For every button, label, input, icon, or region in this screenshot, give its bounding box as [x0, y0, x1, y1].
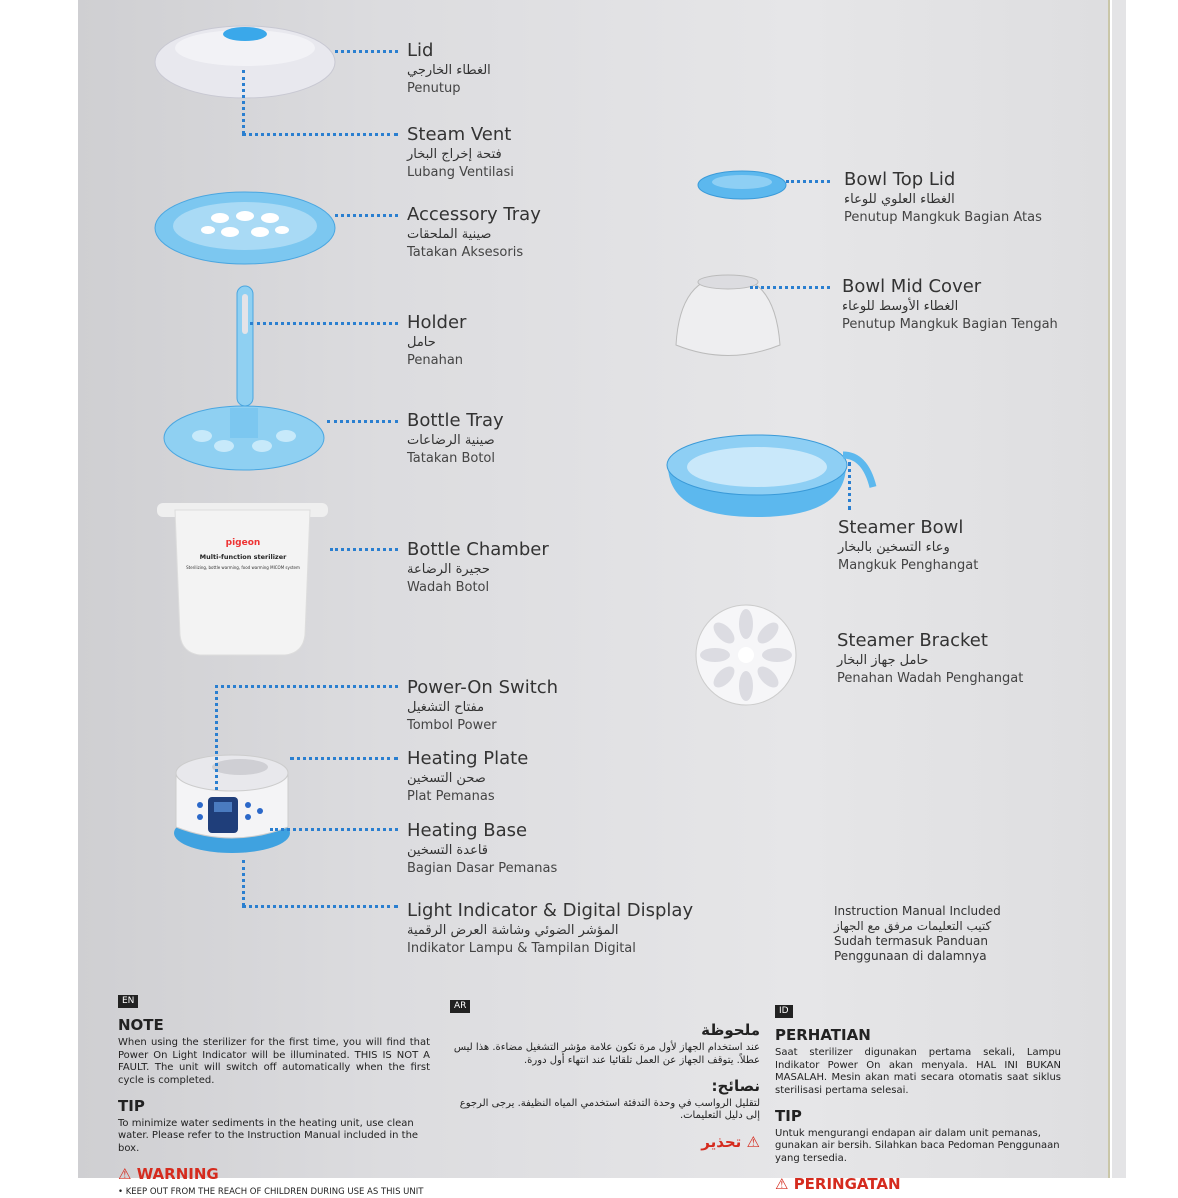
bowl-top-lid-image [696, 168, 788, 202]
heating-base-connector [270, 828, 398, 831]
label-id: Penutup Mangkuk Bagian Tengah [842, 317, 1058, 332]
tip-text: لتقليل الرواسب في وحدة التدفئة استخدمي المياه النظيفة. يرجى الرجوع إلى دليل التعليمات. [459, 1097, 760, 1122]
bottle-chamber-connector [330, 548, 398, 551]
bottle-tray-connector [327, 420, 398, 423]
bottle-tray-image [162, 400, 327, 475]
note-title: NOTE [118, 1016, 164, 1035]
label-en: Bottle Chamber [407, 539, 549, 560]
label-ar: مفتاح التشغيل [407, 700, 485, 715]
note-text: Saat sterilizer digunakan pertama sekali, Lampu Indikator Power On akan menyala. HAL INI BUKAN MASALAH. Mesin akan mati secara otomatis saat siklus sterilisasi pertama selesai. [775, 1047, 1061, 1096]
holder-connector [250, 322, 398, 325]
accessory-tray-image [150, 188, 340, 268]
label-id: Lubang Ventilasi [407, 165, 514, 180]
tip-title: TIP [118, 1097, 145, 1115]
label-holder [407, 314, 466, 367]
label-en: Bowl Top Lid [844, 169, 956, 190]
label-ar: وعاء التسخين بالبخار [838, 540, 950, 555]
label-id: Penutup [407, 81, 461, 96]
lid-connector [335, 50, 398, 53]
note-title: PERHATIAN [775, 1026, 871, 1045]
label-en: Accessory Tray [407, 204, 541, 225]
accessory-tray-connector [335, 214, 398, 217]
label-en: Power-On Switch [407, 677, 559, 698]
section-id [775, 1005, 1061, 1194]
label-steam-vent [407, 126, 514, 179]
label-id: Bagian Dasar Pemanas [407, 861, 558, 876]
lang-tag: AR [450, 1000, 470, 1013]
label-id: Tatakan Botol [407, 451, 495, 466]
label-id: Penahan [407, 353, 464, 368]
warning-title: تحذير [701, 1132, 742, 1151]
label-id: Penutup Mangkuk Bagian Atas [844, 210, 1042, 225]
label-en: Steam Vent [407, 124, 512, 145]
lid-image [150, 22, 340, 102]
label-steamer-bowl [838, 519, 978, 572]
bowl-top-lid-connector [786, 180, 830, 183]
label-en: Holder [407, 312, 467, 333]
label-steamer-bracket [837, 632, 1023, 685]
label-id: Mangkuk Penghangat [838, 558, 979, 573]
label-ar: حجيرة الرضاعة [407, 562, 490, 577]
label-accessory-tray [407, 206, 541, 259]
display-connector [242, 905, 398, 908]
warning-icon: ⚠ [118, 1165, 132, 1184]
label-heating-base [407, 822, 557, 875]
product-sub-print: Sterilizing, bottle warming, food warming MICOM system [186, 565, 300, 570]
label-bottle-tray [407, 412, 504, 465]
warning-text: • KEEP OUT FROM THE REACH OF CHILDREN DURING USE AS THIS UNIT [118, 1187, 424, 1197]
label-ar: المؤشر الضوئي وشاشة العرض الرقمية [407, 923, 619, 938]
label-id: Tatakan Aksesoris [407, 245, 524, 260]
label-en: Bowl Mid Cover [842, 276, 982, 297]
tip-title: نصائح: [711, 1077, 760, 1095]
label-ar: صحن التسخين [407, 771, 486, 786]
steamer-bracket-image [693, 602, 799, 708]
label-en: Heating Base [407, 820, 528, 841]
label-id: Indikator Lampu & Tampilan Digital [407, 941, 636, 956]
label-id: Wadah Botol [407, 580, 490, 595]
manual-en: Instruction Manual Included [834, 904, 1001, 918]
label-ar: حامل [407, 335, 436, 350]
label-id: Plat Pemanas [407, 789, 495, 804]
label-id: Penahan Wadah Penghangat [837, 671, 1024, 686]
label-en: Steamer Bowl [838, 517, 964, 538]
tip-text: To minimize water sediments in the heating unit, use clean water. Please refer to the Instruction Manual included in the box. [118, 1117, 419, 1154]
label-bottle-chamber [407, 541, 549, 594]
heating-plate-connector [290, 757, 398, 760]
warning-title: PERINGATAN [793, 1175, 901, 1194]
steam-vent-connector-v [242, 70, 245, 134]
label-ar: صينية الملحقات [407, 227, 492, 242]
section-en [118, 995, 430, 1198]
warning-title: WARNING [136, 1165, 219, 1184]
warning-icon: ⚠ [746, 1132, 760, 1151]
power-switch-connector-v [215, 685, 218, 790]
label-ar: الغطاء الخارجي [407, 63, 491, 78]
manual-id: Sudah termasuk Panduan Penggunaan di dalamnya [834, 934, 988, 963]
label-bowl-top-lid [844, 171, 1042, 224]
lang-tag: EN [118, 995, 138, 1008]
label-en: Bottle Tray [407, 410, 504, 431]
label-light-indicator [407, 902, 693, 955]
bottle-chamber-image [155, 495, 330, 665]
label-bowl-mid-cover [842, 278, 1058, 331]
manual-ar: كتيب التعليمات مرفق مع الجهاز [834, 919, 992, 933]
package-edge [1112, 0, 1126, 1178]
bowl-mid-cover-image [670, 270, 785, 370]
lang-tag: ID [775, 1005, 793, 1018]
steamer-bowl-connector [848, 462, 851, 510]
tip-text: Untuk mengurangi endapan air dalam unit pemanas, gunakan air bersih. Silahkan baca Pedoman Penggunaan yang tersedia. [775, 1127, 1060, 1164]
steam-vent-connector [242, 133, 398, 136]
label-ar: الغطاء الأوسط للوعاء [842, 299, 959, 314]
label-en: Lid [407, 40, 434, 61]
label-ar: الغطاء العلوي للوعاء [844, 192, 955, 207]
label-ar: قاعدة التسخين [407, 843, 489, 858]
power-switch-connector [215, 685, 398, 688]
section-ar [450, 1000, 760, 1152]
heating-base-image [172, 745, 292, 857]
label-lid [407, 42, 491, 95]
brand-logo: pigeon [225, 538, 261, 548]
display-connector-v [242, 860, 245, 906]
note-text: When using the sterilizer for the first time, you will find that Power On Light Indicator will be illuminated. THIS IS NOT A FAULT. The unit will switch off automatically when the first cycle is completed. [118, 1037, 430, 1086]
manual-included-note [834, 904, 1054, 964]
label-en: Light Indicator & Digital Display [407, 900, 694, 921]
label-heating-plate [407, 750, 528, 803]
label-power-on-switch [407, 679, 558, 732]
label-en: Heating Plate [407, 748, 529, 769]
label-ar: صينية الرضاعات [407, 433, 495, 448]
holder-image [225, 282, 265, 407]
tip-title: TIP [775, 1107, 802, 1125]
note-title: ملحوظة [701, 1021, 760, 1040]
label-en: Steamer Bracket [837, 630, 988, 651]
warning-icon: ⚠ [775, 1175, 789, 1194]
label-ar: فتحة إخراج البخار [407, 147, 502, 162]
note-text: عند استخدام الجهاز لأول مرة تكون علامة مؤشر التشغيل مضاءة. هذا ليس عطلاً. يتوقف الجهاز عن العمل تلقائيا عند انتهاء أول دورة. [453, 1042, 760, 1066]
product-name-print: Multi-function sterilizer [199, 553, 287, 561]
label-id: Tombol Power [407, 718, 497, 733]
bowl-mid-cover-connector [750, 286, 830, 289]
label-ar: حامل جهاز البخار [837, 653, 929, 668]
